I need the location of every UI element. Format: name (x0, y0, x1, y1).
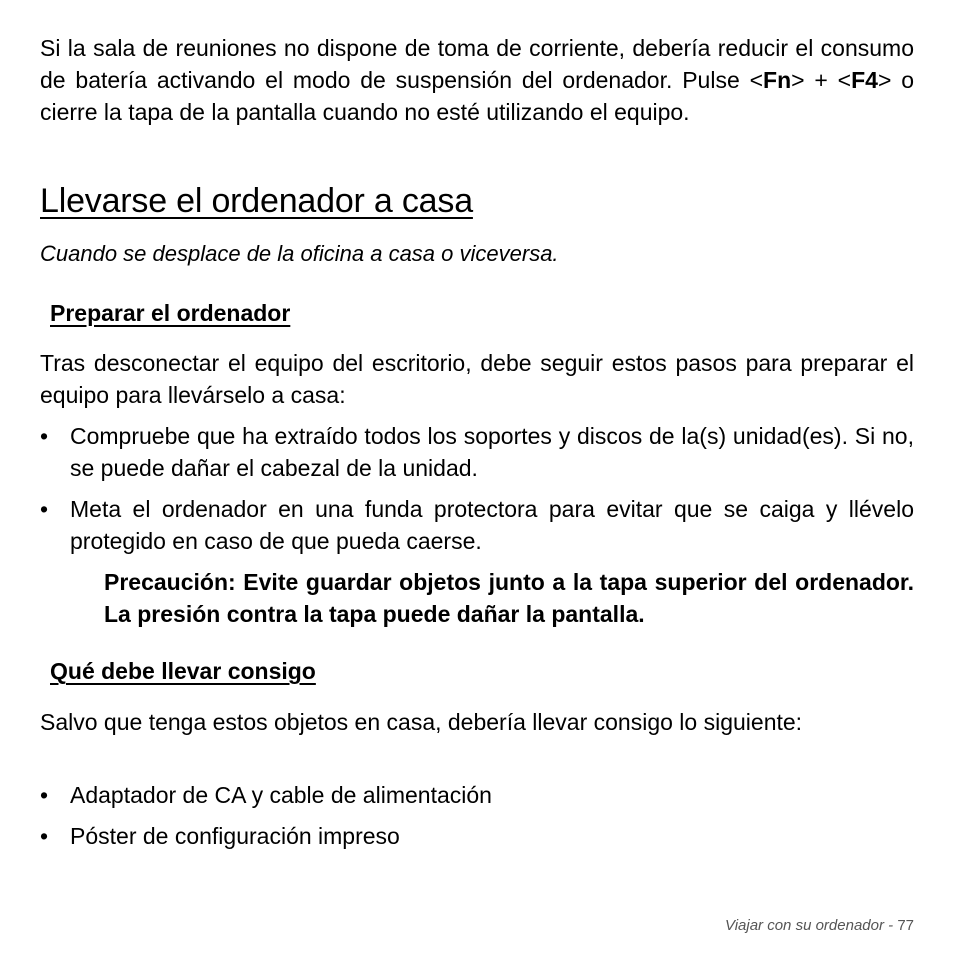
list-item-text: Póster de configuración impreso (70, 823, 400, 849)
list-item-text: Adaptador de CA y cable de alimentación (70, 782, 492, 808)
list-item-text: Compruebe que ha extraído todos los soportes y discos de la(s) unidad(es). Si no, se puede dañar el cabezal de la unidad. (70, 423, 914, 481)
section-subtitle: Cuando se desplace de la oficina a casa o viceversa. (40, 241, 559, 266)
intro-text: Si la sala de reuniones no dispone de toma de corriente, debería reducir el consumo de batería activando el modo de suspensión del ordenador. Pulse < (40, 35, 914, 93)
prepare-paragraph: Tras desconectar el equipo del escritorio, debe seguir estos pasos para preparar el equipo para llevárselo a casa: (40, 350, 914, 408)
bullet-icon: • (40, 423, 49, 449)
intro-text-plus: > + < (791, 67, 852, 93)
bullet-icon: • (40, 496, 49, 522)
intro-text-end: > o cierre la tapa de la pantalla cuando no esté utilizando el equipo. (40, 67, 914, 125)
section-title: Llevarse el ordenador a casa (40, 182, 473, 220)
bring-paragraph: Salvo que tenga estos objetos en casa, debería llevar consigo lo siguiente: (40, 709, 803, 735)
key-fn: Fn (763, 67, 792, 93)
intro-paragraph (40, 32, 914, 128)
footer-label: Viajar con su ordenador - (724, 917, 894, 934)
page-footer (725, 917, 914, 934)
key-f4: F4 (851, 67, 878, 93)
prepare-heading: Preparar el ordenador (50, 300, 291, 326)
list-item (40, 820, 914, 852)
list-item-text: Meta el ordenador en una funda protectora para evitar que se caiga y llévelo protegido en caso de que pueda caerse. (70, 496, 914, 554)
caution-note: Precaución: Evite guardar objetos junto a la tapa superior del ordenador. La presión contra la tapa puede dañar la pantalla. (104, 569, 914, 627)
bullet-icon: • (40, 823, 49, 849)
list-item (40, 779, 914, 811)
bring-heading: Qué debe llevar consigo (50, 658, 316, 684)
list-item (40, 493, 914, 557)
page-number: 77 (897, 917, 914, 934)
list-item (40, 420, 914, 484)
bullet-icon: • (40, 782, 49, 808)
